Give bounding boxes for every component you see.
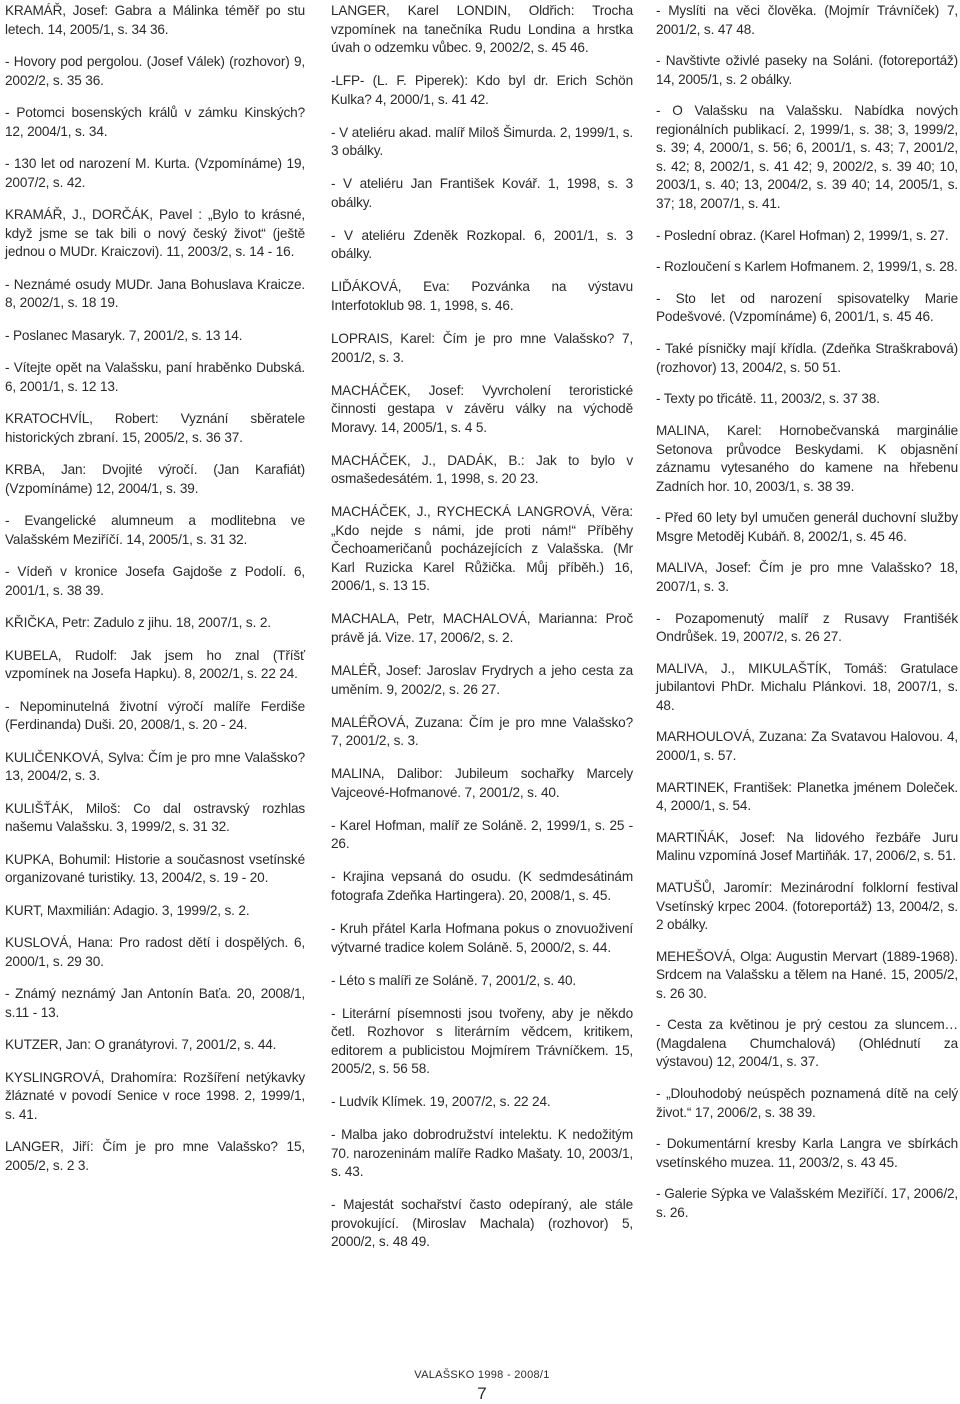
bibliography-entry: KYSLINGROVÁ, Drahomíra: Rozšíření netýkavky žláznaté v povodí Senice v roce 1998. 2, 1999/1, s. 41. [5, 1069, 305, 1122]
bibliography-entry: - Karel Hofman, malíř ze Soláně. 2, 1999/1, s. 25 - 26. [331, 817, 633, 852]
bibliography-entry: KRBA, Jan: Dvojité výročí. (Jan Karafiát) (Vzpomínáme) 12, 2004/1, s. 39. [5, 462, 305, 496]
bibliography-entry: - Majestát sochařství často odepíraný, ale stále provokující. (Miroslav Machala) (rozhovor) 5, 2000/2, s. 48 49. [331, 1197, 633, 1250]
bibliography-entry: - Pozapomenutý malíř z Rusavy Františék Ondrůšek. 19, 2007/2, s. 26 27. [656, 610, 958, 645]
bibliography-entry: KURT, Maxmilián: Adagio. 3, 1999/2, s. 2. [5, 902, 250, 918]
bibliography-entry: MATUŠŮ, Jaromír: Mezinárodní folklorní festival Vsetínský krpec 2004. (fotoreportáž) 13, 2004/2, s. 2 obálky. [656, 880, 958, 932]
page-number: 7 [477, 1384, 487, 1403]
bibliography-entry: - V ateliéru Zdeněk Rozkopal. 6, 2001/1, s. 3 obálky. [331, 227, 633, 262]
bibliography-entry: - Známý neznámý Jan Antonín Baťa. 20, 2008/1, s.11 - 13. [5, 986, 305, 1020]
bibliography-entry: KULIŠŤÁK, Miloš: Co dal ostravský rozhlas našemu Valašsku. 3, 1999/2, s. 31 32. [5, 800, 305, 834]
bibliography-entry: - Poslanec Masaryk. 7, 2001/2, s. 13 14. [5, 327, 243, 343]
bibliography-entry: MALINA, Dalibor: Jubileum sochařky Marcely Vajceové-Hofmanové. 7, 2001/2, s. 40. [331, 766, 633, 800]
column-middle [331, 2, 633, 1267]
bibliography-entry: -LFP- (L. F. Piperek): Kdo byl dr. Erich Schön Kulka? 4, 2000/1, s. 41 42. [331, 73, 633, 107]
bibliography-entry: - Krajina vepsaná do osudu. (K sedmdesátinám fotografa Zdeňka Hartingera). 20, 2008/1, s. 45. [331, 869, 633, 903]
bibliography-entry: MACHÁČEK, J., DADÁK, B.: Jak to bylo v osmašedesátém. 1, 1998, s. 20 23. [331, 452, 633, 487]
bibliography-entry: - Myslíti na věci člověka. (Mojmír Trávníček) 7, 2001/2, s. 47 48. [656, 3, 958, 37]
bibliography-entry: - Vítejte opět na Valašsku, paní hraběnko Dubská. 6, 2001/1, s. 12 13. [5, 360, 305, 394]
bibliography-entry: - Před 60 lety byl umučen generál duchovní služby Msgre Metoděj Kubáň. 8, 2002/1, s. 45 46. [656, 510, 958, 544]
bibliography-entry: - Cesta za květinou je prý cestou za sluncem…(Magdalena Chumchalová) (Ohlédnutí za výstavou) 12, 2004/1, s. 37. [656, 1017, 958, 1070]
bibliography-entry: MALÉŘ, Josef: Jaroslav Frydrych a jeho cesta za uměním. 9, 2002/2, s. 26 27. [331, 663, 633, 697]
bibliography-entry: KUPKA, Bohumil: Historie a současnost vsetínské organizované turistiky. 13, 2004/2, s. 19 - 20. [5, 851, 305, 885]
column-left [5, 2, 305, 1189]
bibliography-entry: KUBELA, Rudolf: Jak jsem ho znal (Tříšť vzpomínek na Josefa Hapku). 8, 2002/1, s. 22 24. [5, 647, 305, 681]
column-right [656, 2, 958, 1236]
bibliography-entry: MACHÁČEK, J., RYCHECKÁ LANGROVÁ, Věra: „Kdo nejde s námi, jde proti nám!“ Příběhy Čechoameričanů pocházejících z Valašska. (Mr Karl Ruzicka Karel Růžička. Můj příběh.) 16, 2006/1, s. 13 15. [331, 504, 633, 594]
bibliography-entry: - Sto let od narození spisovatelky Marie Podešvové. (Vzpomínáme) 6, 2001/1, s. 45 46. [656, 290, 958, 325]
bibliography-entry: MACHÁČEK, Josef: Vyvrcholení teroristické činnosti gestapa v závěru války na východě Moravy. 14, 2005/1, s. 4 5. [331, 382, 633, 435]
bibliography-entry: - Potomci bosenských králů v zámku Kinských? 12, 2004/1, s. 34. [5, 105, 305, 139]
bibliography-entry: MALIVA, Josef: Čím je pro mne Valašsko? 18, 2007/1, s. 3. [656, 560, 958, 594]
bibliography-entry: MARTINEK, František: Planetka jménem Doleček. 4, 2000/1, s. 54. [656, 779, 958, 814]
bibliography-entry: - Evangelické alumneum a modlitebna ve Valašském Meziříčí. 14, 2005/1, s. 31 32. [5, 513, 305, 547]
bibliography-entry: KUTZER, Jan: O granátyrovi. 7, 2001/2, s. 44. [5, 1037, 277, 1052]
bibliography-entry: - V ateliéru Jan František Kovář. 1, 1998, s. 3 obálky. [331, 176, 633, 210]
bibliography-entry: KUSLOVÁ, Hana: Pro radost dětí i dospělých. 6, 2000/1, s. 29 30. [5, 935, 305, 969]
bibliography-entry: MARTIŇÁK, Josef: Na lidového řezbáře Juru Malinu vzpomíná Josef Martiňák. 17, 2006/2, s. 51. [656, 829, 958, 864]
bibliography-entry: - Hovory pod pergolou. (Josef Válek) (rozhovor) 9, 2002/2, s. 35 36. [5, 54, 305, 88]
bibliography-entry: KŘIČKA, Petr: Zadulo z jihu. 18, 2007/1, s. 2. [5, 615, 271, 630]
bibliography-entry: - Poslední obraz. (Karel Hofman) 2, 1999/1, s. 27. [656, 227, 949, 243]
bibliography-entry: - Literární písemnosti jsou tvořeny, aby je někdo četl. Rozhovor s literárním vědcem, kritikem, editorem a publicistou Mojmírem Trávníčkem. 15, 2005/2, s. 56 58. [331, 1005, 633, 1077]
bibliography-entry: LIĎÁKOVÁ, Eva: Pozvánka na výstavu Interfotoklub 98. 1, 1998, s. 46. [331, 279, 633, 313]
bibliography-entry: - Neznámé osudy MUDr. Jana Bohuslava Kraicze. 8, 2002/1, s. 18 19. [5, 276, 305, 310]
bibliography-entry: - Dokumentární kresby Karla Langra ve sbírkách vsetínského muzea. 11, 2003/2, s. 43 45. [656, 1136, 958, 1170]
bibliography-entry: - Rozloučení s Karlem Hofmanem. 2, 1999/1, s. 28. [656, 259, 958, 275]
bibliography-entry: MARHOULOVÁ, Zuzana: Za Svatavou Halovou. 4, 2000/1, s. 57. [656, 729, 958, 763]
bibliography-entry: - Texty po třicátě. 11, 2003/2, s. 37 38. [656, 391, 880, 407]
bibliography-entry: MEHEŠOVÁ, Olga: Augustin Mervart (1889-1968). Srdcem na Valašsku a tělem na Hané. 15, 2005/2, s. 26 30. [656, 948, 958, 1001]
bibliography-entry: LANGER, Karel LONDIN, Oldřich: Trocha vzpomínek na tanečníka Rudu Londina a hrstka úvah o odzemku vůbec. 9, 2002/2, s. 45 46. [331, 3, 633, 55]
bibliography-entry: LOPRAIS, Karel: Čím je pro mne Valašsko? 7, 2001/2, s. 3. [331, 331, 633, 365]
bibliography-entry: - „Dlouhodobý neúspěch poznamená dítě na celý život.“ 17, 2006/2, s. 38 39. [656, 1086, 958, 1120]
bibliography-entry: MALIVA, J., MIKULAŠTÍK, Tomáš: Gratulace jubilantovi PhDr. Michalu Plánkovi. 18, 2007/1, s. 48. [656, 660, 958, 713]
bibliography-entry: - Navštivte oživlé paseky na Soláni. (fotoreportáž) 14, 2005/1, s. 2 obálky. [656, 53, 958, 87]
bibliography-entry: KRAMÁŘ, Josef: Gabra a Málinka téměř po stu letech. 14, 2005/1, s. 34 36. [5, 3, 305, 37]
bibliography-entry: LANGER, Jiří: Čím je pro mne Valašsko? 15, 2005/2, s. 2 3. [5, 1139, 305, 1173]
bibliography-entry: - Galerie Sýpka ve Valašském Meziříčí. 17, 2006/2, s. 26. [656, 1186, 958, 1220]
bibliography-entry: - Léto s malíři ze Soláně. 7, 2001/2, s. 40. [331, 972, 577, 988]
page-footer [331, 1369, 633, 1404]
bibliography-entry: - Malba jako dobrodružství intelektu. K nedožitým 70. narozeninám malíře Radko Mašaty. 10, 2003/1, s. 43. [331, 1127, 633, 1180]
footer-title: VALAŠSKO 1998 - 2008/1 [414, 1369, 550, 1381]
bibliography-entry: MALINA, Karel: Hornobečvanská marginálie Setonova průvodce Beskydami. K objasnění záznamu vytesaného do kamene na hřebenu Zadních hor. 10, 2003/1, s. 38 39. [656, 423, 958, 494]
bibliography-entry: MACHALA, Petr, MACHALOVÁ, Marianna: Proč právě já. Vize. 17, 2006/2, s. 2. [331, 611, 633, 645]
bibliography-entry: - 130 let od narození M. Kurta. (Vzpomínáme) 19, 2007/2, s. 42. [5, 156, 305, 190]
bibliography-entry: - O Valašsku na Valašsku. Nabídka nových regionálních publikací. 2, 1999/1, s. 38; 3, 1999/2, s. 39; 4, 2000/1, s. 56; 6, 2001/1, s. 43; 7, 2001/2, s. 42; 8, 2002/1, s. 41 42; 9, 2002/2, s. 39 40; 10, 2003/1, s. 40; 13, 2004/2, s. 39 40; 14, 2005/1, s. 37; 18, 2007/1, s. 41. [656, 103, 958, 211]
bibliography-entry: - Také písničky mají křídla. (Zdeňka Straškrabová) (rozhovor) 13, 2004/2, s. 50 51. [656, 341, 958, 375]
bibliography-entry: KRATOCHVÍL, Robert: Vyznání sběratele historických zbraní. 15, 2005/2, s. 36 37. [5, 411, 305, 445]
bibliography-entry: - Nepominutelná životní výročí malíře Ferdiše (Ferdinanda) Duši. 20, 2008/1, s. 20 - 24. [5, 698, 305, 732]
bibliography-entry: KRAMÁŘ, J., DORČÁK, Pavel : „Bylo to krásné, když jsme se tak bili o nový český život“ (ještě jednou o MUDr. Kraiczovi). 11, 2003/2, s. 14 - 16. [5, 207, 305, 259]
bibliography-entry: - Ludvík Klímek. 19, 2007/2, s. 22 24. [331, 1094, 551, 1110]
bibliography-entry: - Kruh přátel Karla Hofmana pokus o znovuoživení výtvarné tradice kolem Soláně. 5, 2000/2, s. 44. [331, 921, 633, 955]
bibliography-entry: - V ateliéru akad. malíř Miloš Šimurda. 2, 1999/1, s. 3 obálky. [331, 124, 633, 159]
bibliography-entry: KULIČENKOVÁ, Sylva: Čím je pro mne Valašsko? 13, 2004/2, s. 3. [5, 749, 305, 783]
bibliography-entry: MALÉŘOVÁ, Zuzana: Čím je pro mne Valašsko? 7, 2001/2, s. 3. [331, 714, 633, 749]
bibliography-entry: - Vídeň v kronice Josefa Gajdoše z Podolí. 6, 2001/1, s. 38 39. [5, 564, 305, 598]
